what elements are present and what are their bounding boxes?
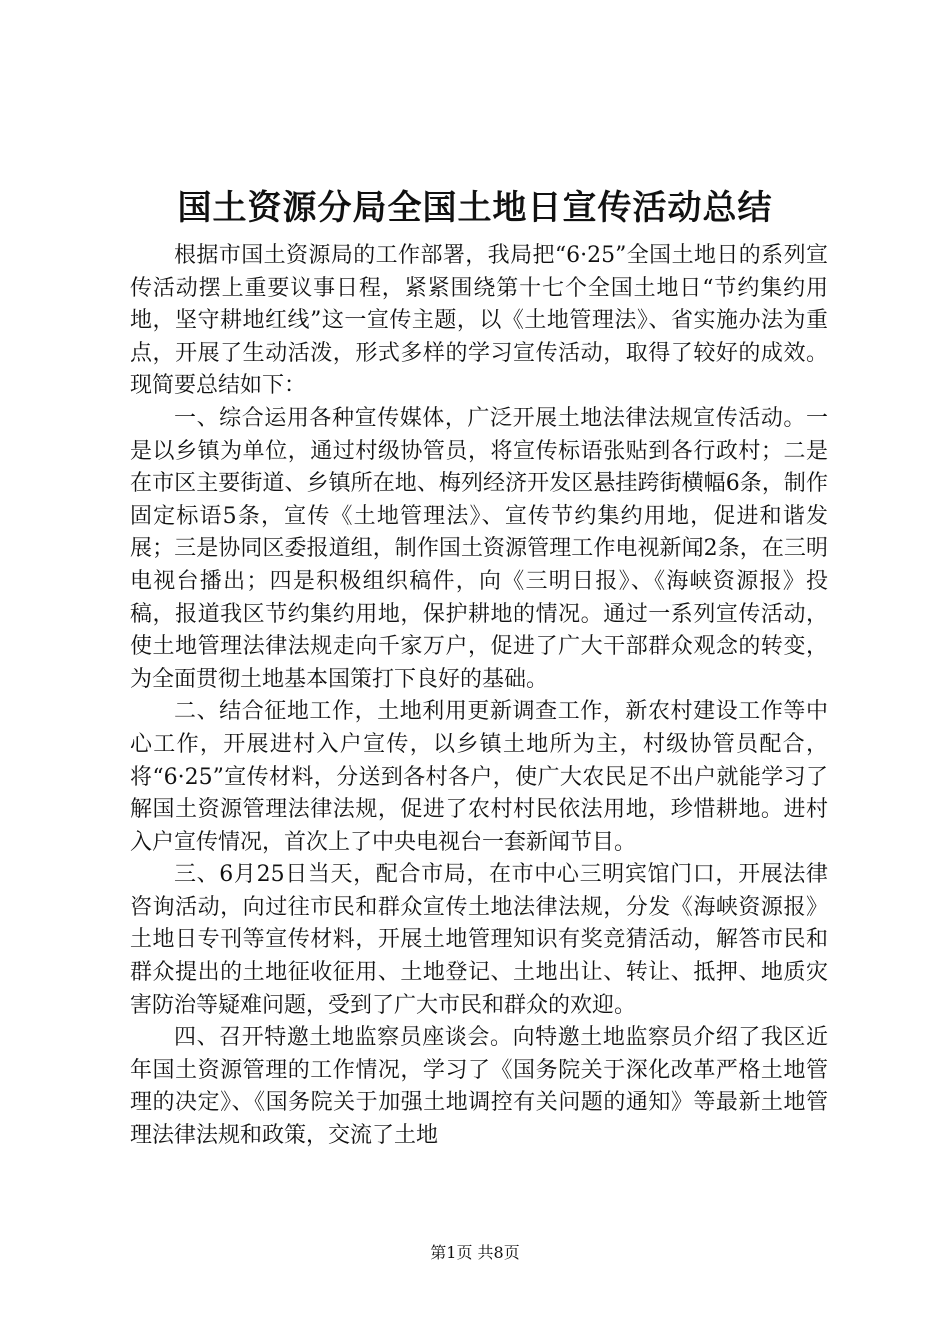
page-number-footer: 第1页 共8页 <box>430 1243 520 1262</box>
paragraph-intro: 根据市国土资源局的工作部署，我局把“6·25”全国土地日的系列宣传活动摆上重要议事日程，紧紧围绕第十七个全国土地日“节约集约用地，坚守耕地红线”这一宣传主题，以《土地管理法》、省实施办法为重点，开展了生动活泼，形式多样的学习宣传活动，取得了较好的成效。现简要总结如下： <box>130 243 828 399</box>
document-body <box>130 240 828 1153</box>
paragraph-section-4: 四、召开特邀土地监察员座谈会。向特邀土地监察员介绍了我区近年国土资源管理的工作情况，学习了《国务院关于深化改革严格土地管理的决定》、《国务院关于加强土地调控有关问题的通知》等最新土地管理法律法规和政策，交流了土地 <box>130 1025 828 1149</box>
paragraph-section-1: 一、综合运用各种宣传媒体，广泛开展土地法律法规宣传活动。一是以乡镇为单位，通过村级协管员，将宣传标语张贴到各行政村；二是在市区主要街道、乡镇所在地、梅列经济开发区悬挂跨街横幅6条，制作固定标语5条，宣传《土地管理法》、宣传节约集约用地，促进和谐发展；三是协同区委报道组，制作国土资源管理工作电视新闻2条，在三明电视台播出；四是积极组织稿件，向《三明日报》、《海峡资源报》投稿，报道我区节约集约用地，保护耕地的情况。通过一系列宣传活动，使土地管理法律法规走向千家万户，促进了广大干部群众观念的转变，为全面贯彻土地基本国策打下良好的基础。 <box>130 405 828 692</box>
paragraph-section-2: 二、结合征地工作，土地利用更新调查工作，新农村建设工作等中心工作，开展进村入户宣传，以乡镇土地所为主，村级协管员配合，将“6·25”宣传材料，分送到各村各户，使广大农民足不出户就能学习了解国土资源管理法律法规，促进了农村村民依法用地，珍惜耕地。进村入户宣传情况，首次上了中央电视台一套新闻节目。 <box>130 699 828 855</box>
document-title: 国土资源分局全国土地日宣传活动总结 <box>177 188 773 228</box>
paragraph-section-3: 三、6月25日当天，配合市局，在市中心三明宾馆门口，开展法律咨询活动，向过往市民和群众宣传土地法律法规，分发《海峡资源报》土地日专刊等宣传材料，开展土地管理知识有奖竞猜活动，解答市民和群众提出的土地征收征用、土地登记、土地出让、转让、抵押、地质灾害防治等疑难问题，受到了广大市民和群众的欢迎。 <box>130 862 828 1018</box>
